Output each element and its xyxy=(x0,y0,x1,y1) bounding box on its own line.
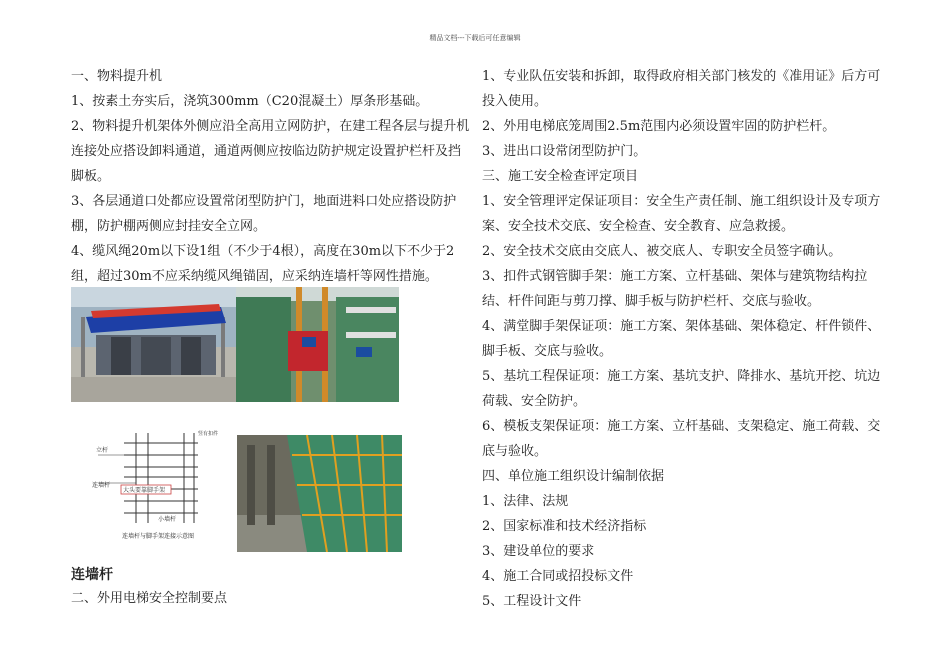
list-item: 5、工程设计文件 xyxy=(482,594,582,609)
paragraph: 5、基坑工程保证项：施工方案、基坑支护、降排水、基坑开挖、坑边荷载、安全防护。 xyxy=(482,369,881,409)
list-item: 3、建设单位的要求 xyxy=(482,544,595,559)
diagram-label-upright: 立杆 xyxy=(96,447,109,454)
paragraph: 1、按素土夯实后，浇筑300mm（C20混凝土）厚条形基础。 xyxy=(71,94,429,109)
paragraph: 4、满堂脚手架保证项：施工方案、架体基础、架体稳定、杆件锁件、脚手板、交底与验收。 xyxy=(482,319,881,359)
section-heading-inspection: 三、施工安全检查评定项目 xyxy=(482,169,639,184)
list-item: 2、国家标准和技术经济指标 xyxy=(482,519,647,534)
paragraph: 1、专业队伍安装和拆卸，取得政府相关部门核发的《准用证》后方可投入使用。 xyxy=(482,69,881,109)
hoist-entrance-photo xyxy=(71,287,236,402)
paragraph: 1、安全管理评定保证项目：安全生产责任制、施工组织设计及专项方案、安全技术交底、安全检查、安全教育、应急救援。 xyxy=(482,194,881,234)
paragraph: 4、缆风绳20m以下设1组（不少于4根），高度在30m以下不少于2组，超过30m不应采纳缆风绳锚固，应采纳连墙杆等网性措施。 xyxy=(71,244,455,284)
diagram-label-wall-tie: 连墙杆 xyxy=(92,482,111,489)
list-item: 4、施工合同或招投标文件 xyxy=(482,569,634,584)
paragraph: 2、物料提升机架体外侧应沿全高用立网防护，在建工程各层与提升机连接处应搭设卸料通道，通道两侧应按临边防护规定设置护栏杆及挡脚板。 xyxy=(71,119,470,184)
page-header: 精品文档---下载后可任意编辑 xyxy=(429,34,521,42)
construction-elevator-photo xyxy=(236,287,399,402)
diagram-label-top: 竖有扣件 xyxy=(198,431,218,437)
diagram-label-small-tie: 小墙杆 xyxy=(158,516,177,523)
diagram-caption: 连墙杆与脚手架连接示意图 xyxy=(122,533,195,540)
paragraph: 3、各层通道口处都应设置常闭型防护门，地面进料口处应搭设防护棚，防护棚两侧应封挂安全立网。 xyxy=(71,194,457,234)
section-heading-hoist: 一、物料提升机 xyxy=(71,69,163,84)
paragraph: 2、外用电梯底笼周围2.5m范围内必须设置牢固的防护栏杆。 xyxy=(482,119,836,134)
paragraph: 6、模板支架保证项：施工方案、立杆基础、支架稳定、施工荷载、交底与验收。 xyxy=(482,419,881,459)
section-heading-design-basis: 四、单位施工组织设计编制依据 xyxy=(482,469,665,484)
paragraph: 3、进出口设常闭型防护门。 xyxy=(482,144,647,159)
right-column xyxy=(482,64,882,614)
list-item: 1、法律、法规 xyxy=(482,494,569,509)
wall-tie-diagram xyxy=(88,425,218,550)
paragraph: 3、扣件式钢管脚手架：施工方案、立杆基础、架体与建筑物结构拉结、杆件间距与剪刀撑、脚手板与防护栏杆、交底与验收。 xyxy=(482,269,868,309)
paragraph: 2、安全技术交底由交底人、被交底人、专职安全员签字确认。 xyxy=(482,244,842,259)
section-heading-elevator: 二、外用电梯安全控制要点 xyxy=(71,591,228,606)
scaffold-mesh-photo xyxy=(237,435,402,552)
left-column xyxy=(71,64,471,289)
wall-tie-heading: 连墙杆 xyxy=(71,567,113,583)
diagram-label-box: 大头要靠脚手架 xyxy=(123,487,166,494)
